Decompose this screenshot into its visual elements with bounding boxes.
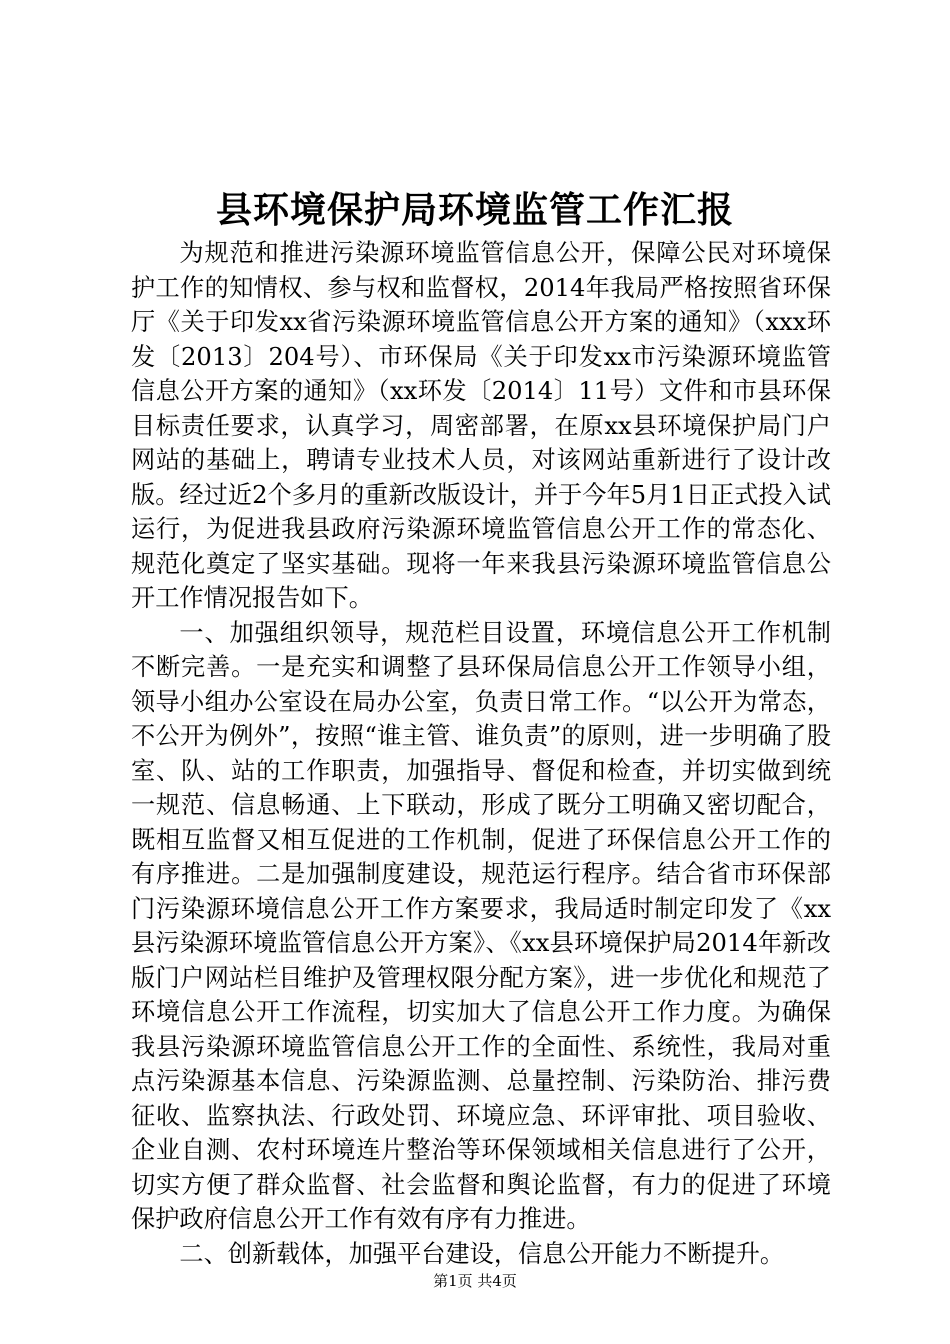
- document-title: 县环境保护局环境监管工作汇报: [215, 189, 734, 231]
- paragraph-section-one: 一、加强组织领导，规范栏目设置，环境信息公开工作机制不断完善。一是充实和调整了县环保局信息公开工作领导小组，领导小组办公室设在局办公室，负责日常工作。“以公开为常态，不公开为例外”，按照“谁主管、谁负责”的原则，进一步明确了股室、队、站的工作职责，加强指导、督促和检查，并切实做到统一规范、信息畅通、上下联动，形成了既分工明确又密切配合，既相互监督又相互促进的工作机制，促进了环保信息公开工作的有序推进。二是加强制度建设，规范运行程序。结合省市环保部门污染源环境信息公开工作方案要求，我局适时制定印发了《xx县污染源环境监管信息公开方案》、《xx县环境保护局2014年新改版门户网站栏目维护及管理权限分配方案》，进一步优化和规范了环境信息公开工作流程，切实加大了信息公开工作力度。为确保我县污染源环境监管信息公开工作的全面性、系统性，我局对重点污染源基本信息、污染源监测、总量控制、污染防治、排污费征收、监察执法、行政处罚、环境应急、环评审批、项目验收、企业自测、农村环境连片整治等环保领域相关信息进行了公开，切实方便了群众监督、社会监督和舆论监督，有力的促进了环境保护政府信息公开工作有效有序有力推进。: [131, 618, 831, 1233]
- paragraph-intro: 为规范和推进污染源环境监管信息公开，保障公民对环境保护工作的知情权、参与权和监督权，2014年我局严格按照省环保厅《关于印发xx省污染源环境监管信息公开方案的通知》（xxx环发〔2013〕204号）、市环保局《关于印发xx市污染源环境监管信息公开方案的通知》（xx环发〔2014〕11号）文件和市县环保目标责任要求，认真学习，周密部署，在原xx县环境保护局门户网站的基础上，聘请专业技术人员，对该网站重新进行了设计改版。经过近2个多月的重新改版设计，并于今年5月1日正式投入试运行，为促进我县政府污染源环境监管信息公开工作的常态化、规范化奠定了坚实基础。现将一年来我县污染源环境监管信息公开工作情况报告如下。: [131, 239, 831, 612]
- document-body: [131, 236, 831, 1271]
- page-footer: 第1页 共4页: [433, 1272, 517, 1290]
- paragraph-section-two: 二、创新载体，加强平台建设，信息公开能力不断提升。: [179, 1239, 785, 1268]
